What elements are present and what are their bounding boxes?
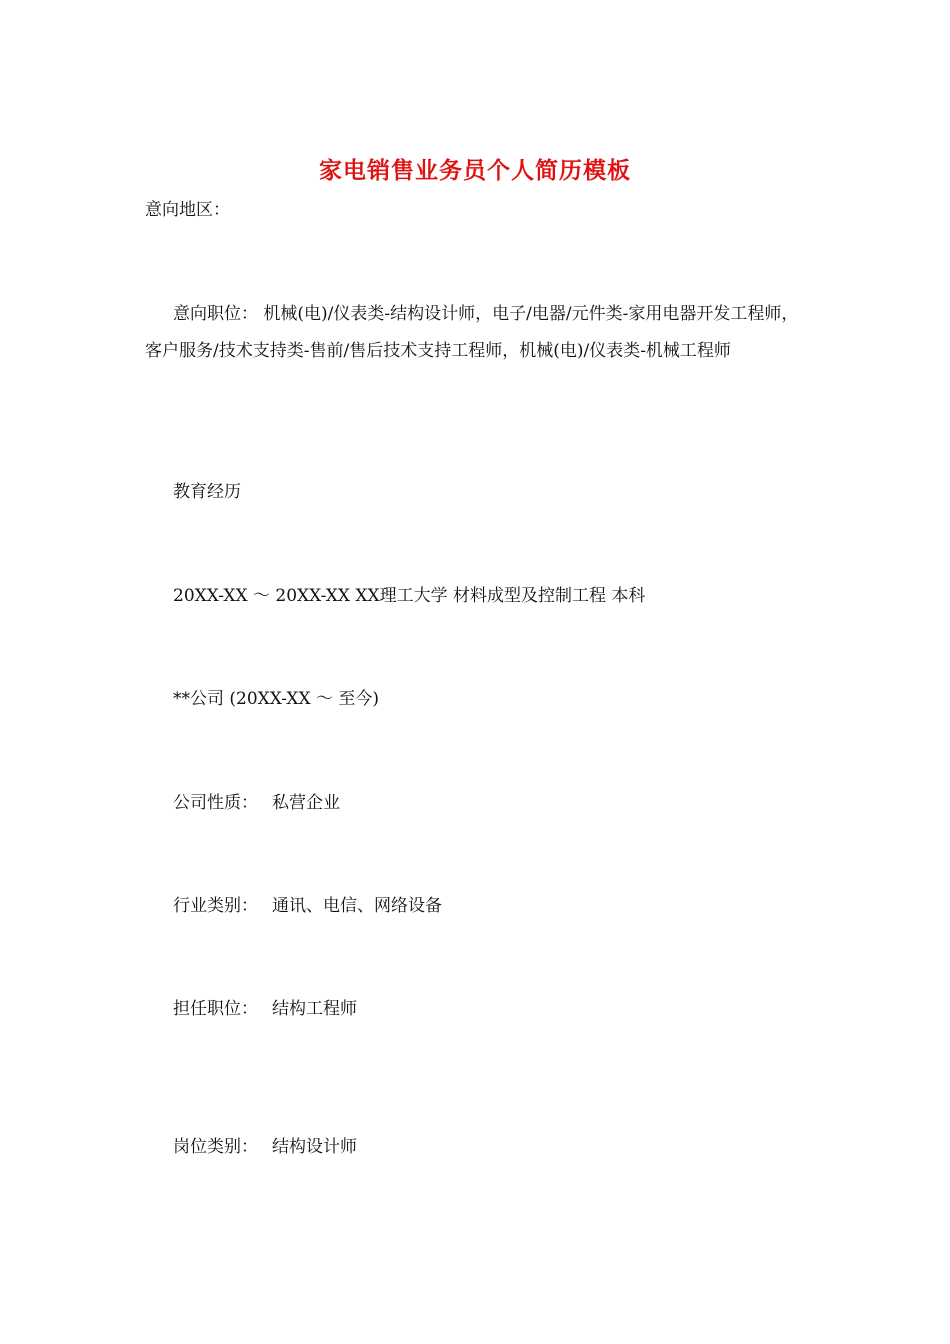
- job-category-value: 结构设计师: [272, 1137, 357, 1157]
- job-title-value: 结构工程师: [272, 999, 357, 1019]
- job-title-row: [173, 991, 357, 1028]
- industry-label: 行业类别：: [173, 896, 258, 916]
- education-entry: 20XX-XX ～ 20XX-XX XX理工大学 材料成型及控制工程 本科: [173, 586, 646, 606]
- job-category-row: [173, 1129, 357, 1166]
- industry-value: 通讯、电信、网络设备: [272, 896, 442, 916]
- region-label: 意向地区：: [145, 200, 230, 220]
- company-nature-value: 私营企业: [272, 793, 340, 813]
- position-paragraph: 意向职位： 机械(电)/仪表类-结构设计师，电子/电器/元件类-家用电器开发工程师，客户服务/技术支持类-售前/售后技术支持工程师，机械(电)/仪表类-机械工程师: [145, 304, 799, 361]
- company-nature-label: 公司性质：: [173, 793, 258, 813]
- company-nature-row: [173, 785, 340, 822]
- company-entry: **公司 (20XX-XX ～ 至今): [173, 689, 380, 709]
- education-heading: 教育经历: [173, 482, 241, 502]
- job-category-label: 岗位类别：: [173, 1137, 258, 1157]
- job-title-label: 担任职位：: [173, 999, 258, 1019]
- industry-row: [173, 888, 442, 925]
- document-title: 家电销售业务员个人简历模板: [319, 157, 631, 184]
